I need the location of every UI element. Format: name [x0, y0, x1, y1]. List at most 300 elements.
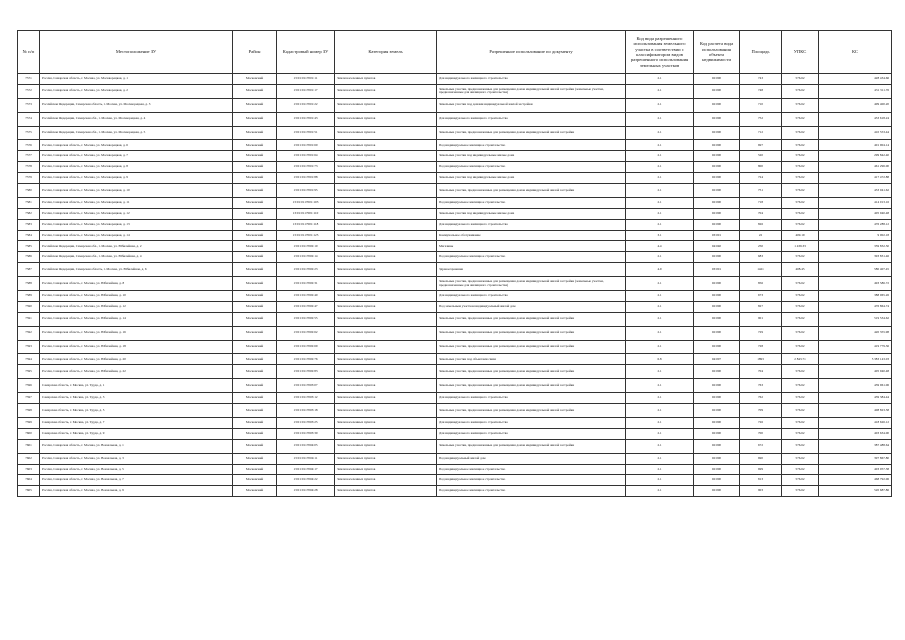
row-area: 729: [740, 326, 782, 340]
row-ks: 9 002.18: [819, 230, 892, 241]
row-number: 7571: [18, 74, 40, 85]
row-use-code: 2.1: [626, 197, 694, 208]
row-location: Российская Федерация, Самарская область, г. Москва, ул. Юбилейная, д. 6: [40, 263, 233, 277]
row-area: 728: [740, 340, 782, 354]
row-area: 827: [740, 301, 782, 312]
row-upks: 576.62: [782, 208, 819, 219]
row-permitted-use: Земельные участки, предназначенные для размещения домов индивидуальной жилой застройки: [437, 184, 626, 198]
row-location: Россия, Самарская область, г. Москва, ул. Юбилейная, д. 22: [40, 365, 233, 379]
row-upks: 576.62: [782, 112, 819, 126]
row-district: Московский: [233, 291, 277, 302]
row-ks: 405 940.48: [819, 208, 892, 219]
row-land-category: Земли населенных пунктов: [335, 340, 437, 354]
row-land-category: Земли населенных пунктов: [335, 74, 437, 85]
row-use-code: 3.1: [626, 230, 694, 241]
table-row: [18, 74, 892, 85]
row-area: 903: [740, 486, 782, 497]
row-district: Московский: [233, 393, 277, 404]
row-use-code: 2.1: [626, 291, 694, 302]
row-number: 7574: [18, 112, 40, 126]
row-area: 751: [740, 184, 782, 198]
row-land-category: Земли населенных пунктов: [335, 126, 437, 140]
row-permitted-use: Под индивидуальное жилищное строительство: [437, 140, 626, 151]
row-land-category: Земли населенных пунктов: [335, 112, 437, 126]
row-permitted-use: Земельные участки, предназначенные для размещения домов индивидуальной жилой застройки: [437, 404, 626, 418]
row-location: Самарская область, г. Москва, ул. Труда, д. 1: [40, 379, 233, 393]
row-use-code: 2.1: [626, 162, 694, 173]
row-location: Российская Федерация, Самарская обл., г. Москва, ул. Москворецкая, д. 4: [40, 112, 233, 126]
table-row: [18, 475, 892, 486]
table-row: [18, 140, 892, 151]
row-land-category: Земли населенных пунктов: [335, 404, 437, 418]
row-use-code: 2.1: [626, 340, 694, 354]
row-upks: 576.62: [782, 252, 819, 263]
row-ks: 476 864.74: [819, 301, 892, 312]
row-use-code: 2.1: [626, 184, 694, 198]
row-upks: 576.62: [782, 365, 819, 379]
row-district: Московский: [233, 98, 277, 112]
row-use-code: 2.1: [626, 208, 694, 219]
row-cadastral-number: 13:01:0117004:17: [277, 464, 335, 475]
row-upks: 576.62: [782, 453, 819, 464]
row-land-category: Земли населенных пунктов: [335, 417, 437, 428]
table-row: [18, 252, 892, 263]
row-ks: 420 355.98: [819, 326, 892, 340]
row-upks: 576.62: [782, 404, 819, 418]
row-cadastral-number: 13:01:0117001:11: [277, 74, 335, 85]
row-location: Россия, Самарская область, г. Москва, ул. Вокзальная, д. 3: [40, 453, 233, 464]
header-area: Площадь: [740, 31, 782, 74]
row-number: 7588: [18, 277, 40, 291]
row-permitted-use: Земельные участки, предназначенные для размещения домов индивидуальной жилой застройки: [437, 365, 626, 379]
row-district: Московский: [233, 417, 277, 428]
row-calc-code: 02:000: [694, 219, 740, 230]
row-area: 800: [740, 162, 782, 173]
row-ks: 408 823.58: [819, 404, 892, 418]
row-number: 7578: [18, 162, 40, 173]
row-area: 726: [740, 417, 782, 428]
row-permitted-use: Земельные участки под объектами связи: [437, 354, 626, 365]
row-district: Московский: [233, 252, 277, 263]
row-land-category: Земли населенных пунктов: [335, 98, 437, 112]
row-calc-code: 04:007: [694, 354, 740, 365]
row-permitted-use: Для индивидуального жилищного строительства: [437, 219, 626, 230]
row-cadastral-number: 13:01:0117003:07: [277, 379, 335, 393]
row-ks: 410 553.44: [819, 126, 892, 140]
row-area: 748: [740, 84, 782, 98]
row-upks: 576.62: [782, 393, 819, 404]
row-cadastral-number: 13:01:0117001:43: [277, 112, 335, 126]
row-calc-code: 02:000: [694, 126, 740, 140]
row-permitted-use: Под индивидуальное жилищное строительство: [437, 475, 626, 486]
row-use-code: 2.1: [626, 219, 694, 230]
row-district: Московский: [233, 184, 277, 198]
row-upks: 576.62: [782, 151, 819, 162]
row-number: 7572: [18, 84, 40, 98]
table-row: [18, 184, 892, 198]
row-calc-code: 02:000: [694, 197, 740, 208]
row-district: Московский: [233, 74, 277, 85]
row-area: 690: [740, 453, 782, 464]
row-ks: 359 832.50: [819, 241, 892, 252]
row-land-category: Земли населенных пунктов: [335, 140, 437, 151]
row-land-category: Земли населенных пунктов: [335, 277, 437, 291]
row-area: 672: [740, 439, 782, 453]
row-permitted-use: Для индивидуального жилищного строительства: [437, 417, 626, 428]
row-permitted-use: Для индивидуального жилищного строительства: [437, 428, 626, 439]
table-row: [18, 151, 892, 162]
row-calc-code: 03:001: [694, 230, 740, 241]
row-permitted-use: Земельные участки, предназначенные для размещения домов индивидуальной жилой застройки: [437, 326, 626, 340]
row-upks: 576.62: [782, 126, 819, 140]
row-ks: 468 792.06: [819, 475, 892, 486]
row-use-code: 2.1: [626, 393, 694, 404]
table-row: [18, 112, 892, 126]
row-upks: 576.62: [782, 84, 819, 98]
row-location: Россия, Самарская область, г. Москва, ул. Москворецкая, д. 7: [40, 151, 233, 162]
row-ks: 461 296.00: [819, 162, 892, 173]
row-cadastral-number: 13:01:0117003:30: [277, 428, 335, 439]
row-ks: 476 288.12: [819, 219, 892, 230]
row-location: Россия, Самарская область, г. Москва, ул. Юбилейная, д. 16: [40, 326, 233, 340]
row-upks: 576.62: [782, 197, 819, 208]
row-district: Московский: [233, 277, 277, 291]
row-number: 7589: [18, 291, 40, 302]
row-cadastral-number: 13:01:0117004:22: [277, 475, 335, 486]
row-location: Россия, Самарская область, г. Москва, ул. Москворецкая, д. 9: [40, 173, 233, 184]
row-calc-code: 02:000: [694, 404, 740, 418]
row-ks: 414 013.16: [819, 197, 892, 208]
header-row: [18, 31, 892, 74]
row-district: Московский: [233, 340, 277, 354]
row-ks: 433 041.62: [819, 184, 892, 198]
row-land-category: Земли населенных пунктов: [335, 312, 437, 326]
row-ks: 409 400.20: [819, 98, 892, 112]
row-upks: 576.62: [782, 301, 819, 312]
row-cadastral-number: 13:01:0117001:95: [277, 184, 335, 198]
row-land-category: Земли населенных пунктов: [335, 219, 437, 230]
row-upks: 576.62: [782, 312, 819, 326]
row-number: 7591: [18, 312, 40, 326]
row-cadastral-number: 13:01:0117001:88: [277, 173, 335, 184]
header-district: Район: [233, 31, 277, 74]
row-district: Московский: [233, 126, 277, 140]
row-area: 697: [740, 140, 782, 151]
row-location: Россия, Самарская область, г. Москва, ул. Москворецкая, д. 12: [40, 208, 233, 219]
row-number: 7579: [18, 173, 40, 184]
row-use-code: 2.1: [626, 74, 694, 85]
row-land-category: Земли населенных пунктов: [335, 208, 437, 219]
row-district: Московский: [233, 112, 277, 126]
table-row: [18, 126, 892, 140]
row-ks: 387 488.64: [819, 439, 892, 453]
row-cadastral-number: 13:01:0117002:14: [277, 252, 335, 263]
row-area: 683: [740, 252, 782, 263]
header-cadastral-number: Кадастровый номер ЗУ: [277, 31, 335, 74]
row-number: 7599: [18, 417, 40, 428]
row-upks: 576.62: [782, 428, 819, 439]
row-area: 673: [740, 291, 782, 302]
row-cadastral-number: 13:01:0117004:11: [277, 453, 335, 464]
table-row: [18, 98, 892, 112]
row-district: Московский: [233, 464, 277, 475]
row-upks: 576.62: [782, 439, 819, 453]
row-location: Россия, Самарская область, г. Москва, ул. Москворецкая, д. 1: [40, 74, 233, 85]
row-land-category: Земли населенных пунктов: [335, 301, 437, 312]
row-district: Московский: [233, 354, 277, 365]
row-upks: 576.62: [782, 184, 819, 198]
row-district: Московский: [233, 404, 277, 418]
row-permitted-use: Под индивидуальное жилищное строительство: [437, 486, 626, 497]
row-ks: 439 384.44: [819, 393, 892, 404]
row-location: Россия, Самарская область, г. Москва, ул. Москворецкая, д. 13: [40, 219, 233, 230]
row-district: Московский: [233, 140, 277, 151]
row-area: 704: [740, 365, 782, 379]
row-ks: 418 626.12: [819, 417, 892, 428]
row-area: 22: [740, 230, 782, 241]
row-cadastral-number: 13:01:0117001:60: [277, 140, 335, 151]
row-number: 7601: [18, 439, 40, 453]
row-use-code: 2.1: [626, 379, 694, 393]
table-row: [18, 393, 892, 404]
row-area: 826: [740, 219, 782, 230]
row-land-category: Земли населенных пунктов: [335, 439, 437, 453]
table-row: [18, 464, 892, 475]
row-ks: 403 057.38: [819, 464, 892, 475]
row-ks: 428 434.66: [819, 74, 892, 85]
row-use-code: 2.1: [626, 486, 694, 497]
row-calc-code: 02:000: [694, 277, 740, 291]
row-cadastral-number: 13:01:0117002:23: [277, 263, 335, 277]
row-number: 7582: [18, 208, 40, 219]
row-permitted-use: Земельные участки под индивидуальные жилые дома: [437, 208, 626, 219]
row-cadastral-number: 13:01:0117004:28: [277, 486, 335, 497]
table-row: [18, 291, 892, 302]
row-upks: 576.62: [782, 173, 819, 184]
row-ks: 403 634.00: [819, 428, 892, 439]
row-permitted-use: Для индивидуального жилищного строительства: [437, 74, 626, 85]
table-row: [18, 197, 892, 208]
row-upks: 576.62: [782, 162, 819, 173]
row-upks: 576.62: [782, 464, 819, 475]
table-row: [18, 365, 892, 379]
row-calc-code: 02:000: [694, 379, 740, 393]
row-land-category: Земли населенных пунктов: [335, 252, 437, 263]
row-calc-code: 02:000: [694, 464, 740, 475]
row-permitted-use: Для индивидуального жилищного строительства: [437, 291, 626, 302]
row-district: Московский: [233, 439, 277, 453]
row-upks: 576.62: [782, 74, 819, 85]
row-cadastral-number: 13:01:0117002:62: [277, 326, 335, 340]
row-use-code: 2.1: [626, 301, 694, 312]
row-location: Самарская область, г. Москва, ул. Труда, д. 5: [40, 404, 233, 418]
table-row: [18, 208, 892, 219]
row-use-code: 2.1: [626, 365, 694, 379]
table-row: [18, 417, 892, 428]
row-upks: 576.62: [782, 417, 819, 428]
row-cadastral-number: 13:01:0117001:51: [277, 126, 335, 140]
row-calc-code: 02:000: [694, 74, 740, 85]
row-ks: 439 961.06: [819, 379, 892, 393]
row-calc-code: 02:000: [694, 173, 740, 184]
row-calc-code: 02:000: [694, 428, 740, 439]
row-location: Россия, Самарская область, г. Москва, ул. Вокзальная, д. 9: [40, 486, 233, 497]
row-number: 7605: [18, 486, 40, 497]
row-ks: 5 383 143.03: [819, 354, 892, 365]
row-ks: 580 407.45: [819, 263, 892, 277]
row-use-code: 2.1: [626, 464, 694, 475]
row-use-code: 2.1: [626, 326, 694, 340]
row-district: Московский: [233, 379, 277, 393]
row-use-code: 2.1: [626, 475, 694, 486]
row-permitted-use: Земельные участки, предназначенные для размещения домов индивидуальной жилой застройки (земельные участки, предназначенные для жилищного строительства): [437, 84, 626, 98]
table-row: [18, 312, 892, 326]
row-permitted-use: Земельные участки, предназначенные для размещения домов индивидуальной жилой застройки: [437, 379, 626, 393]
row-land-category: Земли населенных пунктов: [335, 475, 437, 486]
row-area: 813: [740, 475, 782, 486]
row-use-code: 2.1: [626, 151, 694, 162]
row-location: Россия, Самарская область, г. Москва, ул. Москворецкая, д. 6: [40, 140, 233, 151]
row-location: Российская Федерация, Самарская обл., г. Москва, ул. Юбилейная, д. 2: [40, 241, 233, 252]
row-area: 250: [740, 241, 782, 252]
row-use-code: 4.9: [626, 263, 694, 277]
row-calc-code: 02:000: [694, 291, 740, 302]
row-cadastral-number: 13:01:0117002:47: [277, 301, 335, 312]
row-upks: 408.45: [782, 263, 819, 277]
row-ks: 417 472.88: [819, 173, 892, 184]
row-number: 7602: [18, 453, 40, 464]
row-calc-code: 02:000: [694, 326, 740, 340]
table-row: [18, 428, 892, 439]
row-calc-code: 03:001: [694, 263, 740, 277]
row-area: 752: [740, 112, 782, 126]
row-calc-code: 02:000: [694, 84, 740, 98]
row-calc-code: 02:000: [694, 439, 740, 453]
row-permitted-use: Земельные участки под индивидуальные жилые дома: [437, 173, 626, 184]
row-area: 762: [740, 393, 782, 404]
row-area: 712: [740, 126, 782, 140]
row-location: Россия, Самарская область, г. Москва, ул. Москворецкая, д. 14: [40, 230, 233, 241]
row-land-category: Земли населенных пунктов: [335, 365, 437, 379]
row-number: 7597: [18, 393, 40, 404]
row-area: 699: [740, 464, 782, 475]
row-land-category: Земли населенных пунктов: [335, 241, 437, 252]
row-cadastral-number: 13:01:0117002:83: [277, 365, 335, 379]
row-ks: 493 586.72: [819, 277, 892, 291]
row-permitted-use: Под индивидуальное жилищное строительство: [437, 162, 626, 173]
row-location: Самарская область, г. Москва, ул. Труда, д. 7: [40, 417, 233, 428]
table-row: [18, 379, 892, 393]
header-upks: УПКС: [782, 31, 819, 74]
row-area: 1893: [740, 354, 782, 365]
row-cadastral-number: 13:01:0117001:64: [277, 151, 335, 162]
table-row: [18, 162, 892, 173]
row-land-category: Земли населенных пунктов: [335, 379, 437, 393]
row-location: Россия, Самарская область, г. Москва, ул. Вокзальная, д. 5: [40, 464, 233, 475]
row-upks: 576.62: [782, 140, 819, 151]
row-location: Самарская область, г. Москва, ул. Труда, д. 3: [40, 393, 233, 404]
row-district: Московский: [233, 365, 277, 379]
row-ks: 433 618.24: [819, 112, 892, 126]
row-area: 704: [740, 208, 782, 219]
cadastral-value-table: [17, 30, 892, 497]
row-permitted-use: Земельные участки, предназначенные для размещения домов индивидуальной жилой застройки: [437, 126, 626, 140]
row-number: 7576: [18, 140, 40, 151]
row-permitted-use: Здравоохранение: [437, 263, 626, 277]
row-cadastral-number: 13:01:0117001:110: [277, 208, 335, 219]
row-land-category: Земли населенных пунктов: [335, 162, 437, 173]
row-use-code: 2.1: [626, 112, 694, 126]
row-location: Российская Федерация, Самарская область, г. Москва, ул. Москворецкая, д. 3: [40, 98, 233, 112]
row-location: Россия, Самарская область, г. Москва, ул. Юбилейная, д. 18: [40, 340, 233, 354]
row-use-code: 2.1: [626, 98, 694, 112]
row-permitted-use: Земельные участки под индивидуальные жилые дома: [437, 151, 626, 162]
row-location: Россия, Самарская область, г. Москва, ул. Юбилейная, д. 20: [40, 354, 233, 365]
row-ks: 431 311.76: [819, 84, 892, 98]
row-area: 709: [740, 404, 782, 418]
row-cadastral-number: 13:01:0117002:10: [277, 241, 335, 252]
header-number: № п/п: [18, 31, 40, 74]
row-number: 7584: [18, 230, 40, 241]
header-location: Местоположение ЗУ: [40, 31, 233, 74]
row-number: 7598: [18, 404, 40, 418]
table-row: [18, 84, 892, 98]
table-row: [18, 326, 892, 340]
row-use-code: 2.1: [626, 417, 694, 428]
row-land-category: Земли населенных пунктов: [335, 464, 437, 475]
row-calc-code: 02:000: [694, 252, 740, 263]
row-area: 700: [740, 428, 782, 439]
header-use-code: Код вида разрешенного использования земельного участка в соответствии с классификатором видов разрешенного использования земельных участков: [626, 31, 694, 74]
row-land-category: Земли населенных пунктов: [335, 326, 437, 340]
row-area: 710: [740, 98, 782, 112]
row-number: 7604: [18, 475, 40, 486]
row-cadastral-number: 13:01:0117001:103: [277, 197, 335, 208]
table-row: [18, 301, 892, 312]
row-location: Российская Федерация, Самарская обл., г. Москва, ул. Юбилейная, д. 4: [40, 252, 233, 263]
row-upks: 576.62: [782, 291, 819, 302]
row-cadastral-number: 13:01:0117004:05: [277, 439, 335, 453]
row-location: Россия, Самарская область, г. Москва, ул. Юбилейная, д. 10: [40, 291, 233, 302]
row-ks: 519 534.62: [819, 312, 892, 326]
row-land-category: Земли населенных пунктов: [335, 291, 437, 302]
table-row: [18, 277, 892, 291]
row-permitted-use: Под индивидуальное жилищное строительство: [437, 197, 626, 208]
row-use-code: 2.1: [626, 84, 694, 98]
row-district: Московский: [233, 326, 277, 340]
row-number: 7577: [18, 151, 40, 162]
table-row: [18, 486, 892, 497]
row-district: Московский: [233, 151, 277, 162]
row-number: 7585: [18, 241, 40, 252]
row-district: Московский: [233, 230, 277, 241]
row-calc-code: 02:000: [694, 393, 740, 404]
row-area: 763: [740, 379, 782, 393]
row-location: Россия, Самарская область, г. Москва, ул. Москворецкая, д. 10: [40, 184, 233, 198]
row-location: Россия, Самарская область, г. Москва, ул. Вокзальная, д. 7: [40, 475, 233, 486]
row-area: 901: [740, 312, 782, 326]
header-permitted-use: Разрешенное использование по документу: [437, 31, 626, 74]
header-land-category: Категория земель: [335, 31, 437, 74]
row-permitted-use: Для индивидуального жилищного строительства: [437, 393, 626, 404]
row-ks: 299 842.40: [819, 151, 892, 162]
row-number: 7573: [18, 98, 40, 112]
row-calc-code: 02:000: [694, 365, 740, 379]
row-permitted-use: Земельные участки, предназначенные для размещения домов индивидуальной жилой застройки: [437, 312, 626, 326]
row-calc-code: 02:000: [694, 340, 740, 354]
row-cadastral-number: 13:01:0117003:25: [277, 417, 335, 428]
row-upks: 576.62: [782, 475, 819, 486]
